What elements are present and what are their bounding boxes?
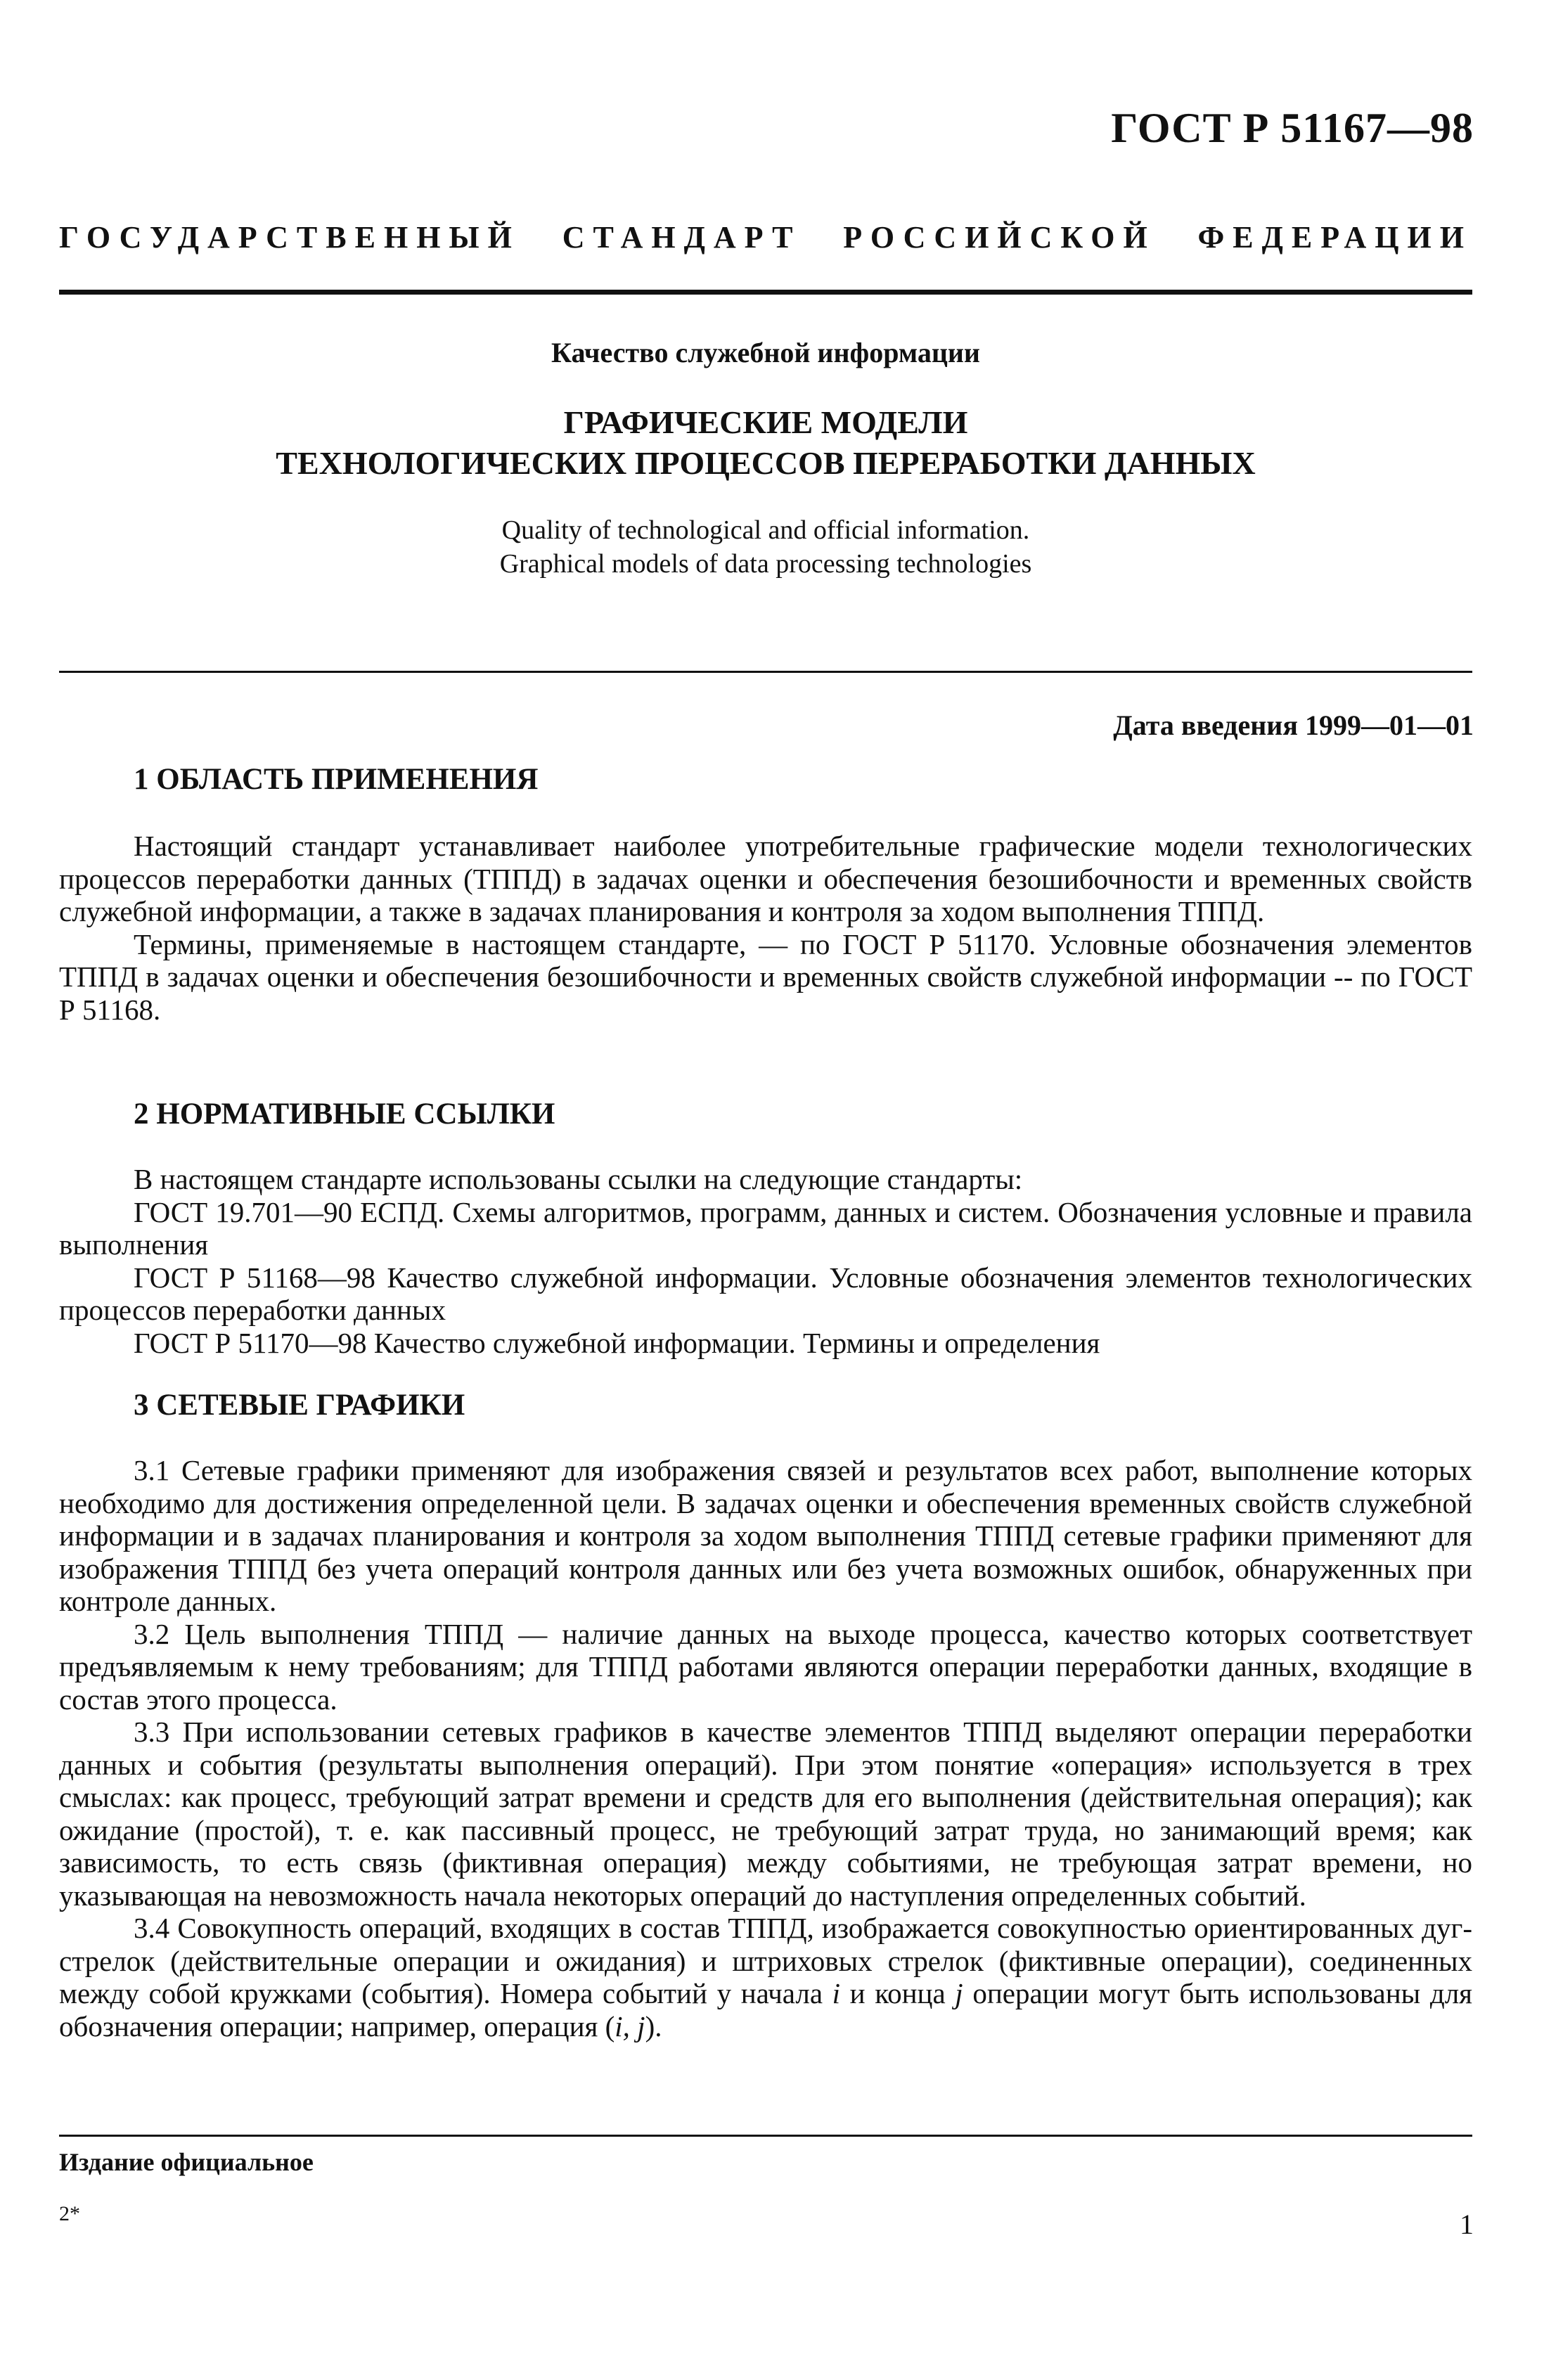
paragraph: 3.1 Сетевые графики применяют для изображения связей и результатов всех работ, выполнение которых необходимо для достижения определенной цели. В задачах оценки и обеспечения временных свойств служебной информации и в задачах планирования и контроля за ходом выполнения ТППД сетевые графики применяют для изображения ТППД без учета операций контроля данных или без учета возможных ошибок, обнаруженных при контроле данных. (59, 1454, 1472, 1617)
text-run: операции могут быть использованы для обозначения операции; например, операция ( (59, 1977, 1473, 2043)
paragraph: Термины, применяемые в настоящем стандарте, — по ГОСТ Р 51170. Условные обозначения элементов ТППД в задачах оценки и обеспечения безошибочности и временных свойств служебной информации -- по ГОСТ Р 51168. (59, 927, 1472, 1026)
paragraph: Настоящий стандарт устанавливает наиболее употребительные графические модели технологических процессов переработки данных (ТППД) в задачах оценки и обеспечения безошибочности и временных свойств служебной информации, а также в задачах планирования и контроля за ходом выполнения ТППД. (59, 830, 1472, 927)
section-heading: 2 НОРМАТИВНЫЕ ССЫЛКИ (134, 1098, 555, 1131)
header-word: ФЕДЕРАЦИИ (1197, 220, 1472, 255)
header-word: ГОСУДАРСТВЕННЫЙ (59, 220, 520, 255)
footer-divider (59, 2135, 1472, 2137)
text-run: ). (645, 2009, 662, 2043)
header-word: СТАНДАРТ (562, 220, 802, 255)
operation-pair: i, j (615, 2009, 645, 2043)
subtitle-ru: Качество служебной информации (551, 337, 980, 368)
title-en-line: Quality of technological and official information. (501, 515, 1030, 545)
title-ru (59, 402, 1472, 484)
text-run: 3.4 Совокупность операций, входящих в состав ТППД, изображается совокупностью ориентированных дуг-стрелок (действительные операции и ожидания) и штриховых стрелок (фиктивные операции), соединенных между собой кружками (события). Номера событий у начала (59, 1912, 1472, 2009)
paragraph: 3.3 При использовании сетевых графиков в качестве элементов ТППД выделяют операции переработки данных и события (результаты выполнения операций). При этом понятие «операция» используется в трех смыслах: как процесс, требующий затрат времени и средств для его выполнения (действительная операция); как ожидание (простой), т. е. как пассивный процесс, не требующий затрат труда, но занимающий время; как зависимость, то есть связь (фиктивная операция) между событиями, не требующая затрат времени, но указывающая на невозможность начала некоторых операций до наступления определенных событий. (59, 1716, 1472, 1912)
document-id: ГОСТ Р 51167—98 (1111, 105, 1474, 151)
title-ru-line: ГРАФИЧЕСКИЕ МОДЕЛИ (563, 404, 968, 440)
sheet-mark: 2* (59, 2202, 80, 2225)
paragraph: В настоящем стандарте использованы ссылки на следующие стандарты: (134, 1163, 1023, 1195)
header-word: РОССИЙСКОЙ (843, 220, 1156, 255)
state-standard-header (59, 219, 1472, 255)
paragraph: 3.2 Цель выполнения ТППД — наличие данных на выходе процесса, качество которых соответствует предъявляемым к нему требованиям; для ТППД работами являются операции переработки данных, входящие в состав этого процесса. (59, 1617, 1472, 1716)
title-en (59, 513, 1472, 581)
reference-item: ГОСТ Р 51168—98 Качество служебной информации. Условные обозначения элементов технологических процессов переработки данных (59, 1261, 1472, 1326)
title-divider (59, 671, 1472, 673)
section-heading: 3 СЕТЕВЫЕ ГРАФИКИ (134, 1389, 465, 1422)
edition-label: Издание официальное (59, 2148, 314, 2176)
section-1-body (59, 830, 1472, 1026)
page-number: 1 (1460, 2208, 1474, 2240)
title-ru-line: ТЕХНОЛОГИЧЕСКИХ ПРОЦЕССОВ ПЕРЕРАБОТКИ ДАННЫХ (276, 445, 1256, 481)
reference-item: ГОСТ Р 51170—98 Качество служебной информации. Термины и определения (134, 1326, 1100, 1359)
section-3-body (59, 1454, 1472, 2043)
event-i: i (832, 1977, 841, 2009)
event-j: j (955, 1977, 963, 2009)
text-run: и конца (840, 1977, 956, 2009)
paragraph (59, 1912, 1472, 2043)
section-heading: 1 ОБЛАСТЬ ПРИМЕНЕНИЯ (134, 763, 539, 796)
section-2-body (59, 1163, 1472, 1359)
reference-item: ГОСТ 19.701—90 ЕСПД. Схемы алгоритмов, программ, данных и систем. Обозначения условные и правила выполнения (59, 1195, 1472, 1261)
effective-date: Дата введения 1999—01—01 (1113, 709, 1474, 741)
title-en-line: Graphical models of data processing technologies (499, 549, 1032, 579)
header-divider (59, 290, 1472, 295)
